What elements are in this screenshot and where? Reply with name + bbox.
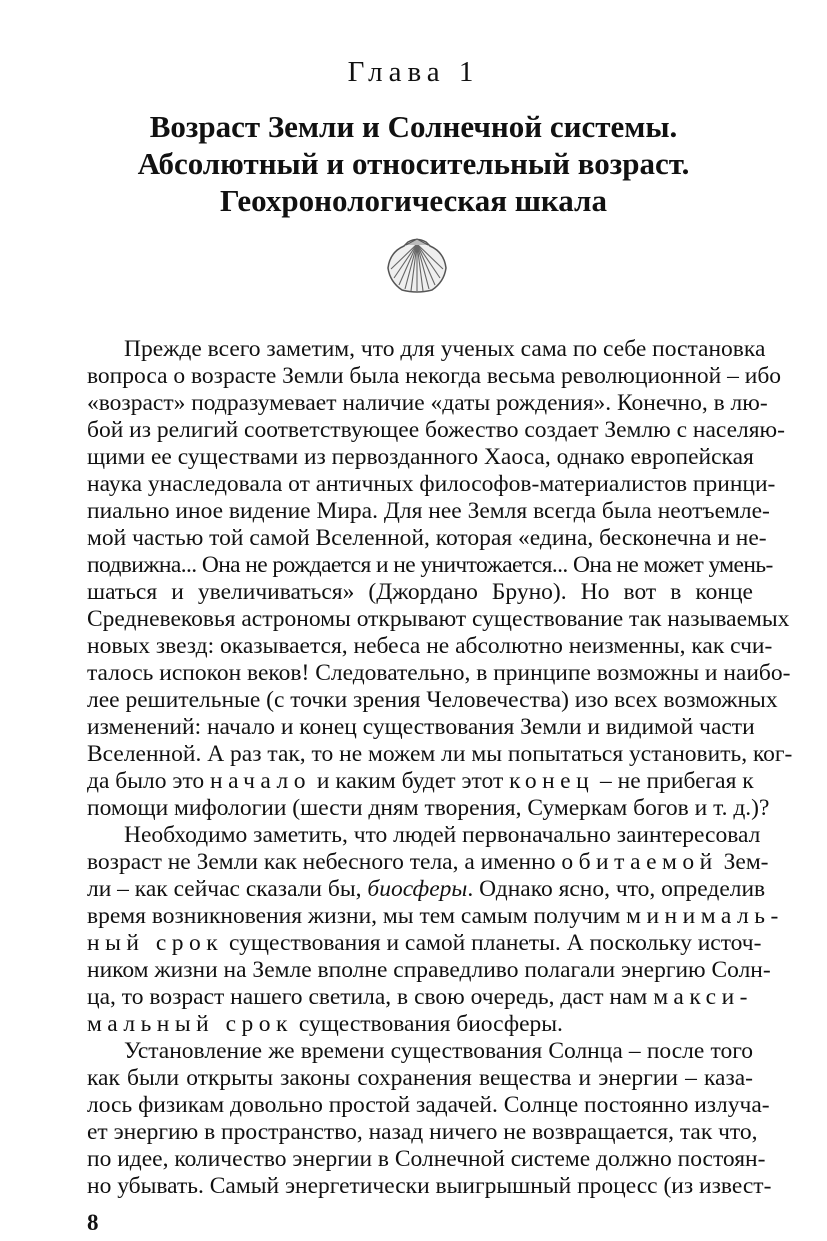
- text-line: Средневековья астрономы открывают существование так называемых: [87, 606, 790, 632]
- page-number: 8: [87, 1210, 99, 1235]
- text-line: помощи мифологии (шести дням творения, Сумеркам богов и т. д.)?: [87, 795, 770, 821]
- text-line: но убывать. Самый энергетически выигрышный процесс (из извест-: [87, 1173, 772, 1199]
- text-line: шаться и увеличиваться» (Джордано Бруно). Но вот в конце: [87, 579, 753, 605]
- text-line: мой частью той самой Вселенной, которая «едина, бесконечна и не-: [87, 525, 767, 551]
- italic-term: биосферы: [367, 876, 468, 902]
- text-line: подвижна... Она не рождается и не уничтожается... Она не может умень-: [87, 552, 773, 578]
- text-line: бой из религий соответствующее божество создает Землю с населяю-: [87, 417, 785, 443]
- text-line: ет энергию в пространство, назад ничего не возвращается, так что,: [87, 1119, 758, 1145]
- chapter-title-line: Абсолютный и относительный возраст.: [137, 146, 690, 181]
- spaced-emphasis: минималь-: [626, 903, 784, 929]
- text-line: мальный срок существования биосферы.: [87, 1011, 563, 1037]
- text-line: возраст не Земли как небесного тела, а именно обитаемой Зем-: [87, 849, 769, 875]
- shell-icon: [386, 236, 448, 294]
- text-line: ный срок существования и самой планеты. А поскольку источ-: [87, 930, 762, 956]
- text-line: Установление же времени существования Солнца – после того: [124, 1038, 753, 1064]
- spaced-emphasis: начало: [210, 768, 312, 794]
- spaced-emphasis: ный срок: [87, 930, 224, 956]
- spaced-emphasis: конец: [509, 768, 595, 794]
- text-line: новых звезд: оказывается, небеса не абсолютно неизменны, как счи-: [87, 633, 773, 659]
- text-line: талось испокон веков! Следовательно, в принципе возможны и наибо-: [87, 660, 791, 686]
- text-line: Прежде всего заметим, что для ученых сама по себе постановка: [124, 336, 766, 362]
- text-line: ли – как сейчас сказали бы, биосферы. Однако ясно, что, определив: [87, 876, 766, 902]
- chapter-title-line: Геохронологическая шкала: [220, 183, 607, 218]
- chapter-title-line: Возраст Земли и Солнечной системы.: [149, 109, 678, 144]
- text-line: Вселенной. А раз так, то не можем ли мы попытаться установить, ког-: [87, 741, 793, 767]
- text-line: наука унаследовала от античных философов-материалистов принци-: [87, 471, 776, 497]
- text-line: да было это начало и каким будет этот конец – не прибегая к: [87, 768, 754, 794]
- text-line: по идее, количество энергии в Солнечной системе должно постоян-: [87, 1146, 766, 1172]
- text-line: время возникновения жизни, мы тем самым получим минималь-: [87, 903, 784, 929]
- spaced-emphasis: макси-: [653, 984, 753, 1010]
- text-line: пиально иное видение Мира. Для нее Земля всегда была неотъемле-: [87, 498, 770, 524]
- spaced-emphasis: обитаемой: [561, 849, 718, 875]
- text-line: щими ее существами из первозданного Хаоса, однако европейская: [87, 444, 754, 470]
- spaced-emphasis: мальный срок: [87, 1011, 293, 1037]
- chapter-label: Глава 1: [347, 56, 480, 88]
- text-line: лось физикам довольно простой задачей. Солнце постоянно излуча-: [87, 1092, 770, 1118]
- text-line: вопроса о возрасте Земли была некогда весьма революционной – ибо: [87, 363, 782, 389]
- text-line: ником жизни на Земле вполне справедливо полагали энергию Солн-: [87, 957, 771, 983]
- text-line: как были открыты законы сохранения вещества и энергии – каза-: [87, 1065, 753, 1091]
- text-line: лее решительные (с точки зрения Человечества) изо всех возможных: [87, 687, 778, 713]
- text-line: «возраст» подразумевает наличие «даты рождения». Конечно, в лю-: [87, 390, 768, 416]
- text-line: изменений: начало и конец существования Земли и видимой части: [87, 714, 755, 740]
- text-line: Необходимо заметить, что людей первоначально заинтересовал: [124, 822, 761, 848]
- text-line: ца, то возраст нашего светила, в свою очередь, даст нам макси-: [87, 984, 753, 1010]
- chapter-title: [60, 108, 767, 219]
